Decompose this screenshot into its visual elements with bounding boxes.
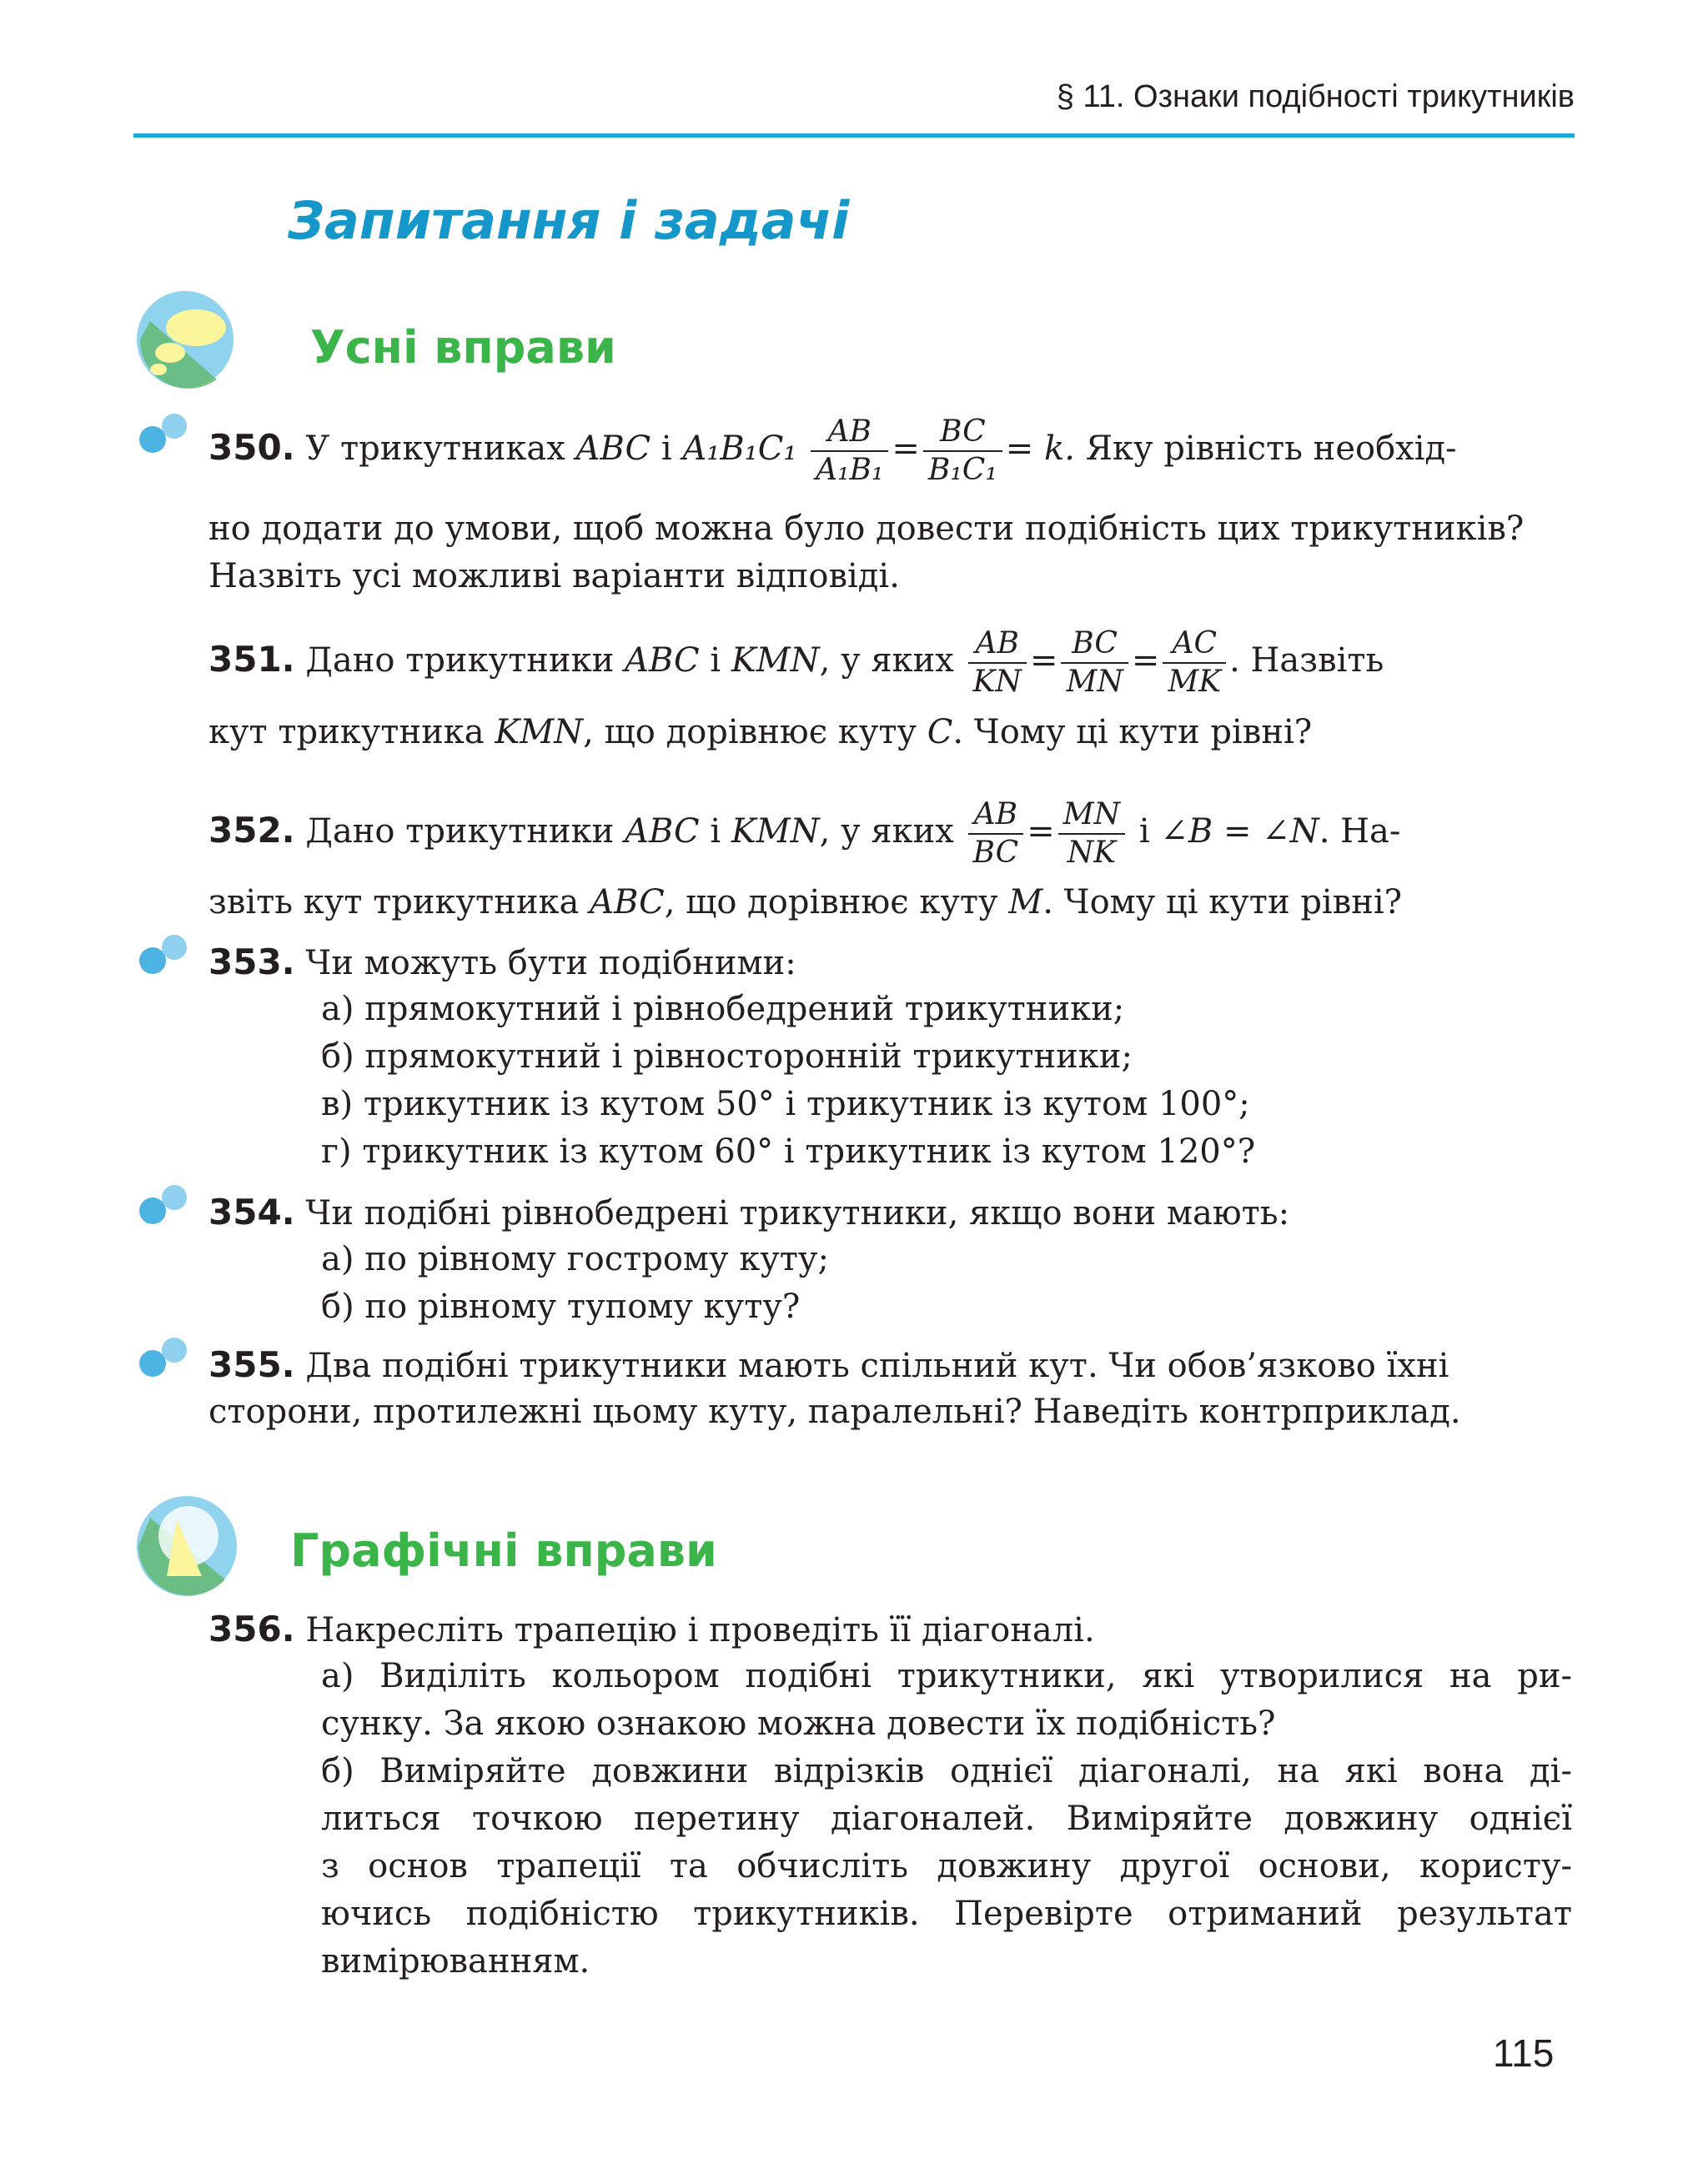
math-symbol: ABC [624, 641, 700, 680]
running-header: § 11. Ознаки подібності трикутників [1056, 79, 1575, 114]
fraction-numerator: AB [968, 796, 1024, 835]
problem-text: , що дорівнює куту [583, 713, 917, 751]
problem-number: 354. [208, 1192, 295, 1233]
problem-text: . Чому ці кути рівні? [952, 713, 1313, 751]
problem-text: Дано трикутники [305, 812, 615, 851]
problem-350: 350. У трикутниках ABC і A₁B₁C₁ $\frac{AB}{\text{A₁B₁}}$ = $\frac{BC}{\text{B₁C₁}}$ = k. Яку рівність необхід- [208, 414, 1457, 487]
fraction-denominator: BC [972, 836, 1019, 870]
problem-text: . Назвіть [1229, 641, 1384, 680]
bubbles-marker-icon [138, 413, 189, 458]
header-rule [133, 133, 1575, 138]
bubbles-marker-icon [138, 1337, 189, 1382]
list-item: литься точкою перетину діагоналей. Виміряйте довжину однієї [321, 1800, 1572, 1838]
problem-355 [208, 1341, 1449, 1390]
math-symbol: C [927, 713, 953, 751]
fraction [1058, 796, 1125, 871]
fraction [923, 414, 1002, 489]
fraction-numerator: BC [923, 414, 1002, 452]
problem-text: і [710, 812, 721, 851]
list-item: б) Виміряйте довжини відрізків однієї діагоналі, на які вона ді- [321, 1752, 1572, 1790]
problem-text: Накресліть трапецію і проведіть її діагоналі. [305, 1611, 1095, 1649]
problem-number: 350. [208, 427, 295, 468]
problem-352: 352. Дано трикутники ABC і KMN, у яких $\frac{AB}{BC}$ = $\frac{MN}{NK}$ і ∠B = ∠N. На- [208, 797, 1401, 870]
list-item: в) трикутник із кутом 50° і трикутник із кутом 100°; [321, 1085, 1250, 1123]
problem-number: 352. [208, 810, 295, 851]
list-item: б) прямокутний і рівносторонній трикутники; [321, 1037, 1133, 1076]
math-symbol: KMN [731, 641, 820, 680]
fraction-numerator: AB [968, 625, 1027, 664]
problem-356 [208, 1605, 1095, 1654]
math-symbol: A₁B₁C₁ [682, 429, 797, 468]
problem-text: Два подібні трикутники мають спільний кут. Чи обов’язково їхні [305, 1347, 1449, 1385]
problem-text: Чи подібні рівнобедрені трикутники, якщо вони мають: [305, 1194, 1290, 1233]
fraction-numerator: AC [1163, 625, 1226, 664]
page-number: 115 [1493, 2031, 1555, 2075]
list-item: з основ трапеції та обчисліть довжину другої основи, користу- [321, 1847, 1572, 1885]
math-symbol: ABC [624, 812, 700, 851]
page-title: Запитання і задачі [288, 190, 850, 251]
problem-text: , у яких [819, 812, 954, 851]
problem-text: Чи можуть бути подібними: [305, 944, 796, 982]
problem-number: 351. [208, 639, 295, 680]
fraction-numerator: BC [1061, 625, 1128, 664]
problem-351: 351. Дано трикутники ABC і KMN, у яких $\frac{AB}{KN}$ = $\frac{BC}{MN}$ = $\frac{AC}{MK}$ . Назвіть [208, 626, 1384, 699]
fraction [1163, 625, 1226, 700]
fraction [968, 796, 1024, 871]
problem-text: кут трикутника [208, 713, 485, 751]
problem-text: . Чому ці кути рівні? [1042, 883, 1403, 921]
problem-number: 355. [208, 1344, 295, 1385]
list-item: сунку. За якою ознакою можна довести їх подібність? [321, 1705, 1276, 1743]
fraction-numerator: AB [811, 414, 888, 452]
math-symbol: KMN [731, 812, 820, 851]
problem-text: Дано трикутники [305, 641, 615, 680]
problem-text: Назвіть усі можливі варіанти відповіді. [208, 557, 900, 595]
list-item: а) прямокутний і рівнобедрений трикутники; [321, 990, 1125, 1028]
problem-text: но додати до умови, щоб можна було довести подібність цих трикутників? [208, 510, 1525, 548]
triangle-emblem-icon [133, 1493, 240, 1603]
fraction-denominator: KN [972, 665, 1022, 699]
problem-353 [208, 938, 796, 987]
fraction-denominator: A₁B₁ [816, 453, 884, 487]
fraction [968, 625, 1027, 700]
problem-text: звіть кут трикутника [208, 883, 580, 921]
fraction [811, 414, 888, 489]
problem-text: і [1138, 812, 1150, 851]
section-title-graphic: Графічні вправи [290, 1524, 717, 1577]
math-symbol: M [1008, 883, 1043, 921]
list-item: а) Виділіть кольором подібні трикутники, які утворилися на ри- [321, 1657, 1572, 1695]
problem-text: . На- [1319, 812, 1401, 851]
speech-bubble-icon [133, 288, 238, 395]
problem-354 [208, 1188, 1289, 1238]
problem-352-line2 [208, 879, 1402, 926]
problem-number: 353. [208, 941, 295, 982]
fraction [1061, 625, 1128, 700]
fraction-denominator: MK [1168, 665, 1222, 699]
list-item: г) трикутник із кутом 60° і трикутник із кутом 120°? [321, 1132, 1256, 1171]
bubbles-marker-icon [138, 1184, 189, 1229]
fraction-denominator: NK [1067, 836, 1117, 870]
bubbles-marker-icon [138, 934, 189, 979]
math-symbol: KMN [495, 713, 584, 751]
problem-351-line2 [208, 709, 1312, 756]
problem-text: У трикутниках [305, 429, 565, 468]
math-symbol: = k. [1005, 429, 1075, 468]
problem-text: і [661, 429, 672, 468]
problem-number: 356. [208, 1609, 295, 1649]
math-symbol: ABC [575, 429, 651, 468]
list-item: ючись подібністю трикутників. Перевірте отриманий результат [321, 1895, 1572, 1933]
problem-text: , що дорівнює куту [664, 883, 998, 921]
list-item: а) по рівному гострому куту; [321, 1240, 829, 1278]
problem-text: , у яких [819, 641, 954, 680]
math-symbol: ∠B = ∠N [1160, 812, 1319, 851]
problem-text: сторони, протилежні цьому куту, паралельні? Наведіть контрприклад. [208, 1393, 1461, 1431]
section-title-oral: Усні вправи [310, 321, 616, 374]
problem-text: і [710, 641, 721, 680]
list-item: б) по рівному тупому куту? [321, 1288, 801, 1326]
fraction-denominator: MN [1066, 665, 1123, 699]
math-symbol: ABC [590, 883, 665, 921]
list-item: вимірюванням. [321, 1942, 590, 1981]
problem-text: Яку рівність необхід- [1085, 429, 1457, 468]
fraction-numerator: MN [1058, 796, 1125, 835]
fraction-denominator: B₁C₁ [927, 453, 997, 487]
